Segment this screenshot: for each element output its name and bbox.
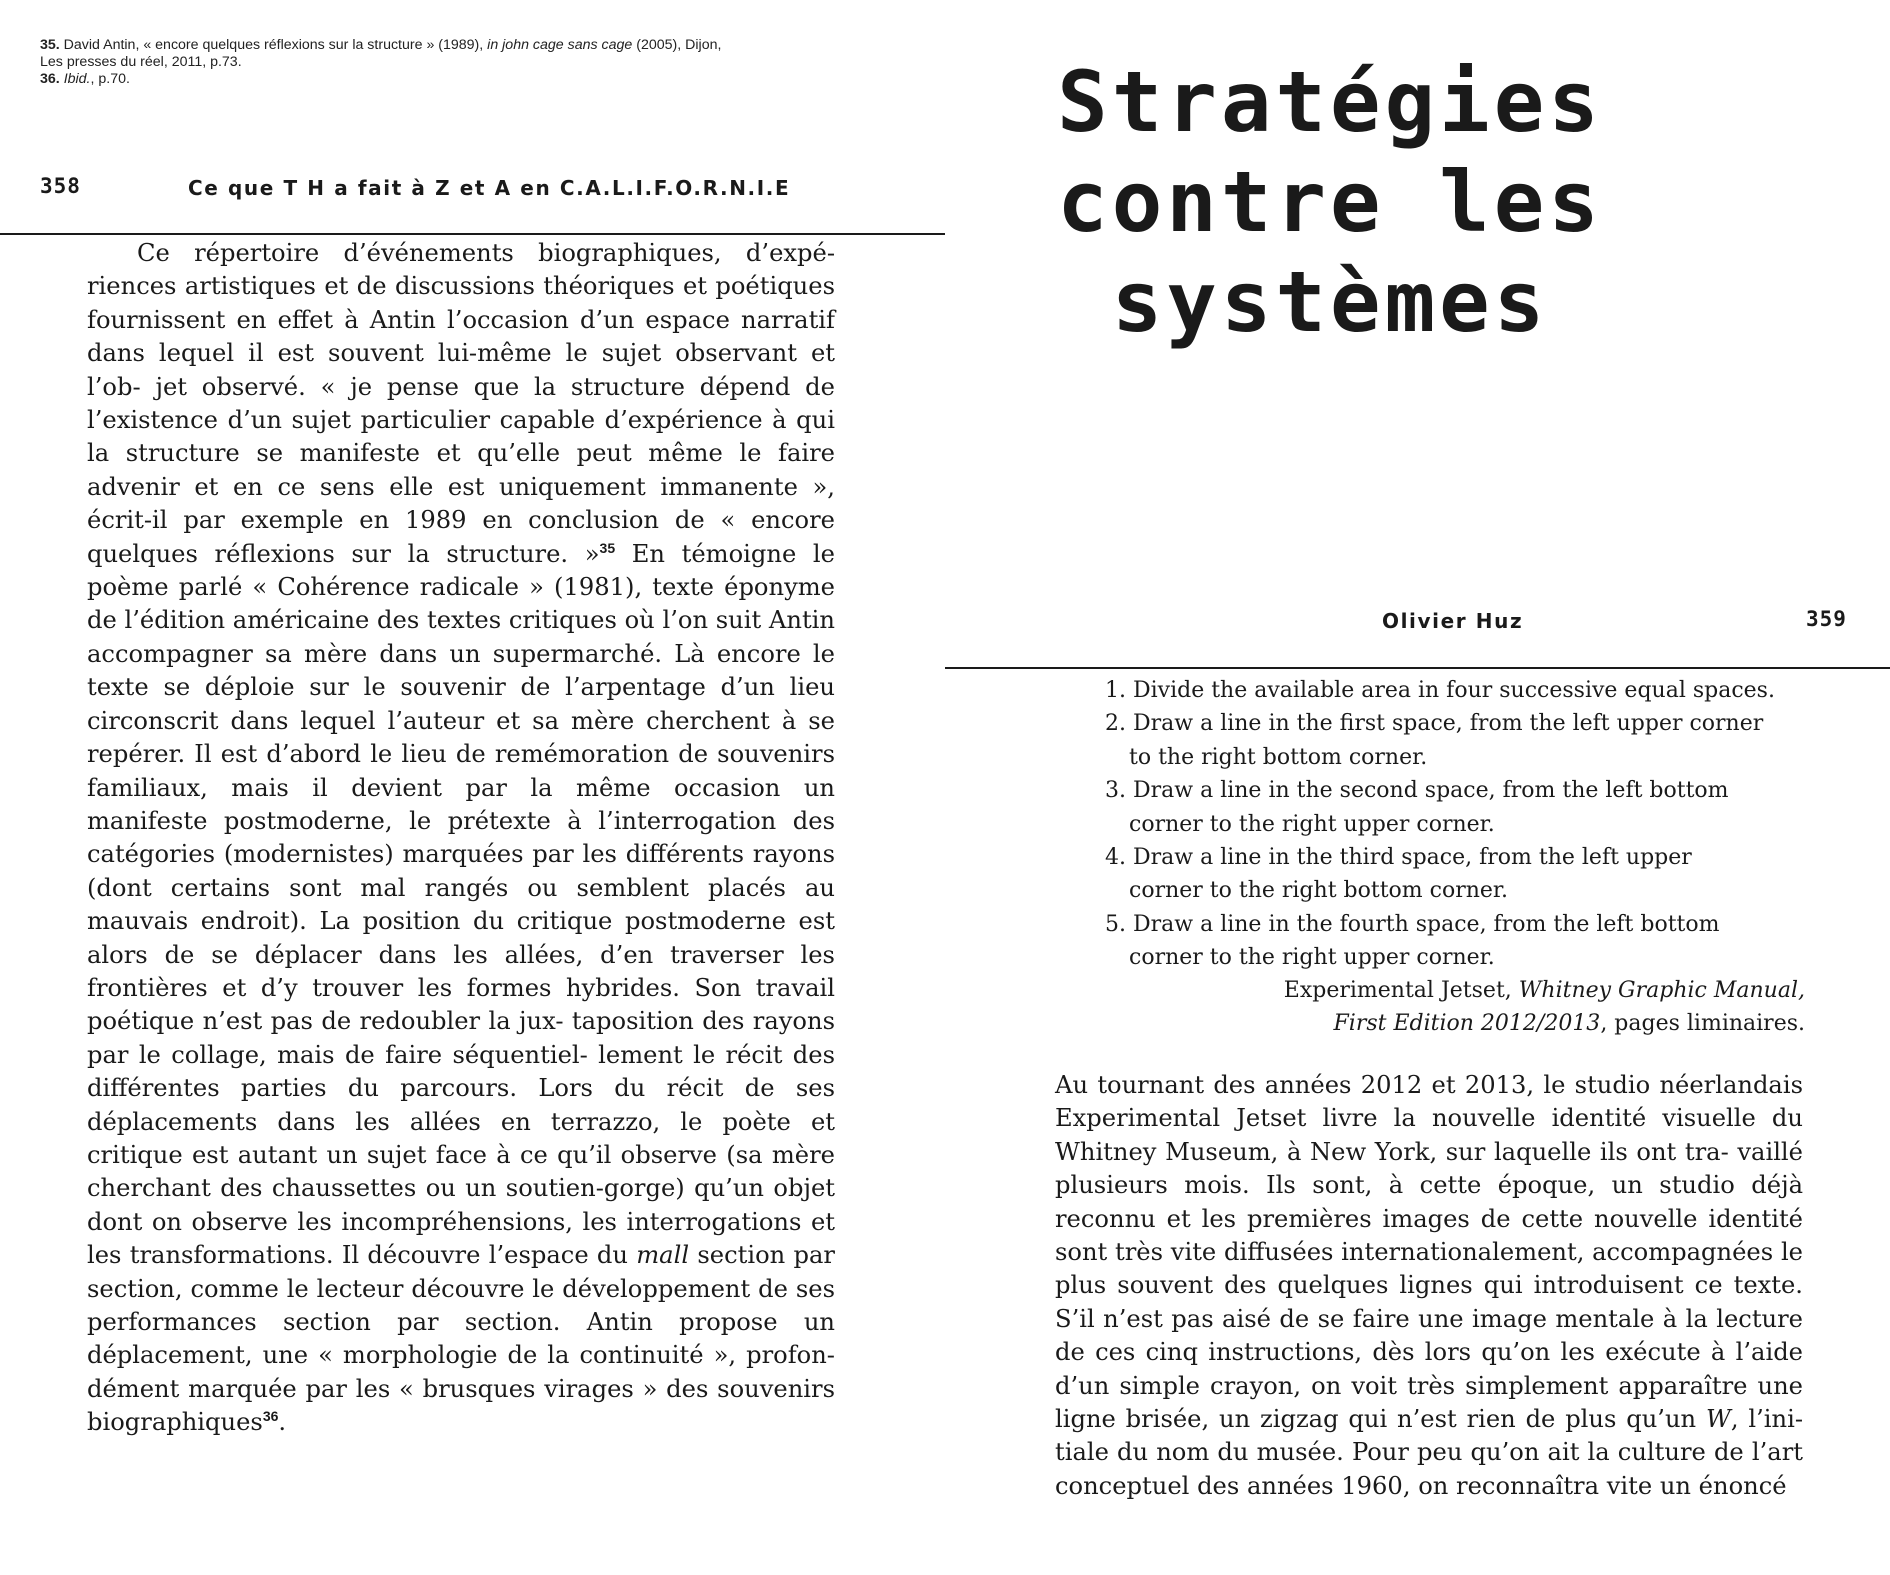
quote-credit-line-1: Experimental Jetset, Whitney Graphic Manual,	[1283, 978, 1805, 1003]
footnotes	[40, 37, 780, 88]
list-item: 1. Divide the available area in four successive equal spaces.	[1105, 678, 1775, 703]
chapter-title-line: Stratégies	[1057, 53, 1603, 151]
quote-credit-line-2: First Edition 2012/2013, pages liminaires.	[1333, 1011, 1805, 1036]
footnote-ref-36[interactable]: 36	[262, 1408, 279, 1425]
list-item-continuation: corner to the right upper corner.	[1129, 945, 1495, 971]
list-item-continuation: corner to the right bottom corner.	[1129, 878, 1508, 904]
right-body-text	[1055, 1069, 1803, 1503]
list-item: 3. Draw a line in the second space, from the left bottom	[1105, 778, 1729, 804]
list-item-continuation: to the right bottom corner.	[1129, 744, 1428, 770]
paragraph: Ce répertoire d’événements biographiques, d’expé- riences artistiques et de discussions théoriques et poétiques fournissent en effet à Antin l’occasion d’un espace narratif dans lequel il est souvent lui-même le sujet observant et l’ob- jet observé. « je pense que la structure dépend de l’existence d’un sujet particulier capable d’expérience à qui la structure se manifeste et qu’elle peut même le faire advenir et en ce sens elle est uniquement immanente », écrit-il par exemple en 1989 en conclusion de « encore quelques réflexions sur la structure. »$^{35}$ En témoigne le poème parlé « Cohérence radicale » (1981), texte éponyme de l’édition américaine des textes critiques où l’on suit Antin accompagner sa mère dans un supermarché. Là encore le texte se déploie sur le souvenir de l’arpentage d’un lieu circonscrit dans lequel l’auteur et sa mère cherchent à se repérer. Il est d’abord le lieu de remémoration de souvenirs familiaux, mais il devient par la même occasion un manifeste postmoderne, le prétexte à l’interrogation des catégories (modernistes) marquées par les différents rayons (dont certains sont mal rangés ou semblent placés au mauvais endroit). La position du critique postmoderne est alors de se déplacer dans les allées, d’en traverser les frontières et d’y trouver les formes hybrides. Son travail poétique n’est pas de redoubler la jux- taposition des rayons par le collage, mais de faire séquentiel- lement le récit des différentes parties du parcours. Lors du récit de ses déplacements dans les allées en terrazzo, le poète et critique est autant un sujet face à ce qu’il observe (sa mère cherchant des chaussettes ou un soutien-gorge) qu’un objet dont on observe les incompréhensions, les interrogations et les transformations. Il découvre l’espace du mall section par section, comme le lecteur découvre le développement de ses performances section par section. Antin propose un déplacement, une « morphologie de la continuité », profon- dément marquée par les « brusques virages » des souvenirs biographiques$^{36}$.	[87, 239, 835, 1437]
paragraph: Au tournant des années 2012 et 2013, le studio néerlandais Experimental Jetset livre la nouvelle identité visuelle du Whitney Museum, à New York, sur laquelle ils ont tra- vaillé plusieurs mois. Ils sont, à cette époque, un studio déjà reconnu et les premières images de cette nouvelle identité sont très vite diffusées internationalement, accompagnées le plus souvent des quelques lignes qui introduisent ce texte. S’il n’est pas aisé de se faire une image mentale à la lecture de ces cinq instructions, dès lors qu’on les exécute à l’aide d’un simple crayon, on voit très simplement apparaître une ligne brisée, un zigzag qui n’est rien de plus qu’un W, l’ini- tiale du nom du musée. Pour peu qu’on ait la culture de l’art conceptuel des années 1960, on reconnaîtra vite un énoncé	[1055, 1071, 1804, 1500]
header-rule-right	[945, 667, 1890, 669]
instruction-list	[1105, 674, 1805, 975]
page-number-left: 358	[40, 174, 81, 198]
left-body-text	[87, 237, 835, 1440]
chapter-title	[1040, 52, 1620, 352]
author-name: Olivier Huz	[1382, 609, 1524, 633]
footnote-35-line2: Les presses du réel, 2011, p.73.	[40, 54, 242, 70]
list-item: 4. Draw a line in the third space, from the left upper	[1105, 845, 1692, 871]
running-title: Ce que T H a fait à Z et A en C.A.L.I.F.O.R.N.I.E	[188, 176, 791, 200]
page-number-right: 359	[1806, 607, 1847, 631]
footnote-35: 35. David Antin, « encore quelques réflexions sur la structure » (1989), in john cage sans cage (2005), Dijon,	[40, 37, 722, 53]
header-rule-left	[0, 233, 945, 235]
footnote-36: 36. Ibid., p.70.	[40, 71, 130, 87]
footnote-ref-35[interactable]: 35	[599, 539, 616, 556]
list-item: 2. Draw a line in the first space, from the left upper corner	[1105, 711, 1764, 737]
list-item-continuation: corner to the right upper corner.	[1129, 811, 1495, 837]
chapter-title-line: contre les	[1057, 153, 1603, 251]
chapter-title-line: systèmes	[1111, 253, 1549, 351]
list-item: 5. Draw a line in the fourth space, from the left bottom	[1105, 911, 1720, 937]
